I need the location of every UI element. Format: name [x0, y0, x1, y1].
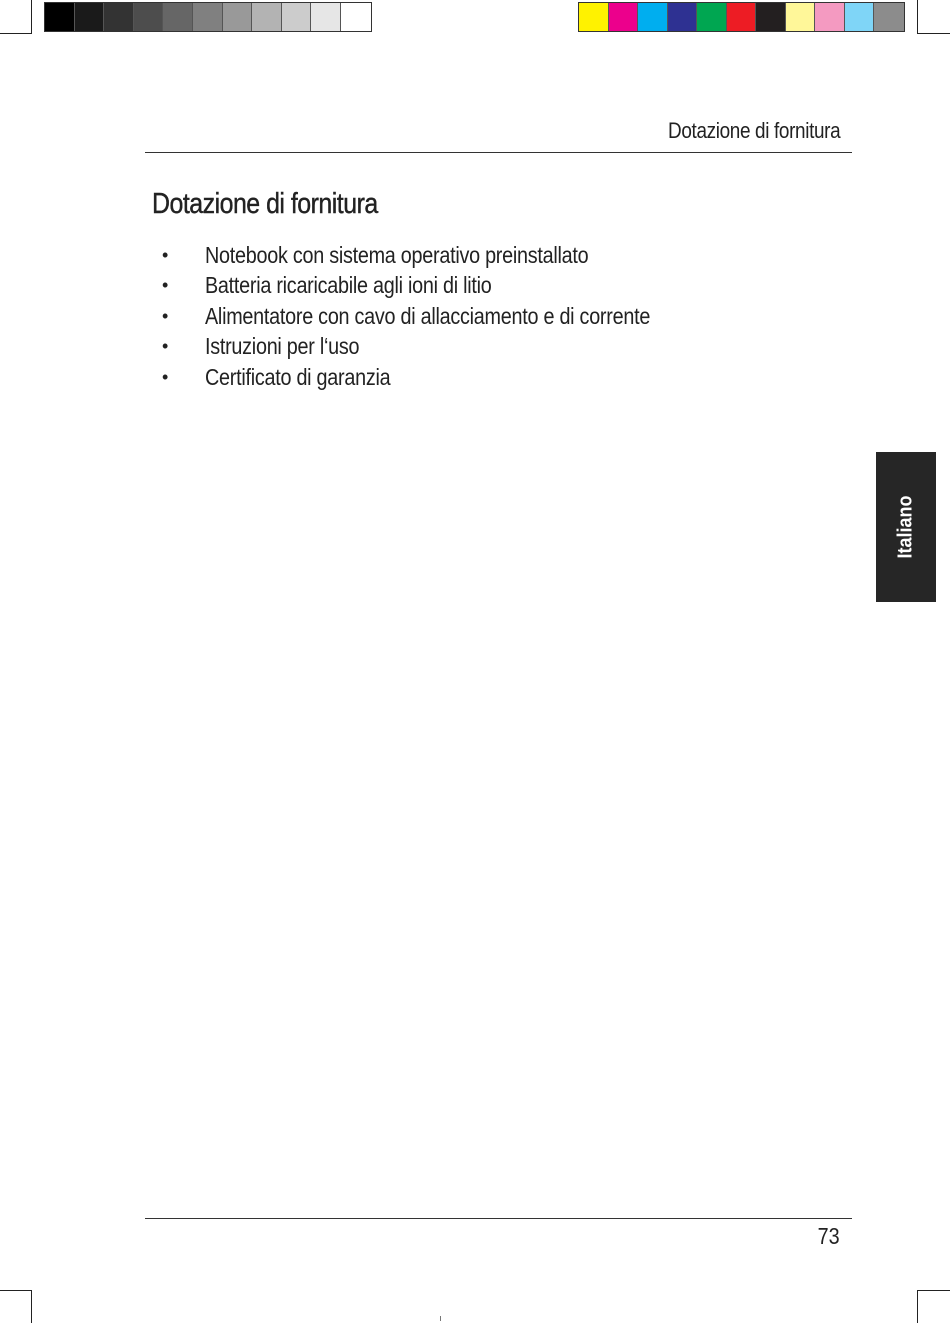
color-swatch [193, 3, 223, 31]
crop-mark-top-left-v [31, 0, 32, 34]
color-swatch [786, 3, 816, 31]
color-swatch [756, 3, 786, 31]
color-swatch [104, 3, 134, 31]
grayscale-calibration-bar [44, 2, 372, 32]
color-swatch [697, 3, 727, 31]
list-item-text: Alimentatore con cavo di allacciamento e di corrente [205, 302, 651, 329]
list-item-text: Istruzioni per l‘uso [205, 333, 360, 360]
list-item [162, 271, 723, 302]
crop-mark-top-right-v [917, 0, 918, 34]
contents-list [162, 240, 723, 393]
color-swatch [638, 3, 668, 31]
running-header: Dotazione di fornitura [667, 118, 840, 143]
section-title: Dotazione di fornitura [152, 188, 378, 220]
color-swatch [252, 3, 282, 31]
color-swatch [845, 3, 875, 31]
language-tab-label: Italiano [894, 495, 917, 559]
crop-mark-bottom-right-h [917, 1290, 950, 1291]
color-swatch [75, 3, 105, 31]
header-rule [145, 152, 852, 153]
list-item-text: Notebook con sistema operativo preinstallato [205, 241, 589, 268]
list-item-text: Batteria ricaricabile agli ioni di litio [205, 272, 492, 299]
bullet-icon: • [162, 366, 169, 387]
bullet-icon: • [162, 244, 169, 265]
color-swatch [579, 3, 609, 31]
color-swatch [668, 3, 698, 31]
list-item [162, 362, 723, 393]
list-item [162, 301, 723, 332]
bullet-icon: • [162, 305, 169, 326]
bullet-icon: • [162, 275, 169, 296]
color-swatch [609, 3, 639, 31]
crop-mark-top-left-h [0, 33, 32, 34]
bullet-icon: • [162, 336, 169, 357]
color-swatch [311, 3, 341, 31]
page-number: 73 [817, 1223, 840, 1249]
color-swatch [727, 3, 757, 31]
list-item-text: Certificato di garanzia [205, 363, 391, 390]
color-swatch [45, 3, 75, 31]
color-swatch [134, 3, 164, 31]
language-tab [876, 452, 936, 602]
color-swatch [223, 3, 253, 31]
color-swatch [163, 3, 193, 31]
color-swatch [815, 3, 845, 31]
color-calibration-bar [578, 2, 905, 32]
crop-mark-bottom-right-v [917, 1290, 918, 1323]
crop-mark-top-right-h [917, 33, 950, 34]
footer-rule [145, 1218, 852, 1219]
color-swatch [341, 3, 371, 31]
list-item [162, 240, 723, 271]
center-mark [440, 1316, 441, 1321]
crop-mark-bottom-left-v [31, 1290, 32, 1323]
color-swatch [874, 3, 904, 31]
list-item [162, 332, 723, 363]
crop-mark-bottom-left-h [0, 1290, 32, 1291]
color-swatch [282, 3, 312, 31]
